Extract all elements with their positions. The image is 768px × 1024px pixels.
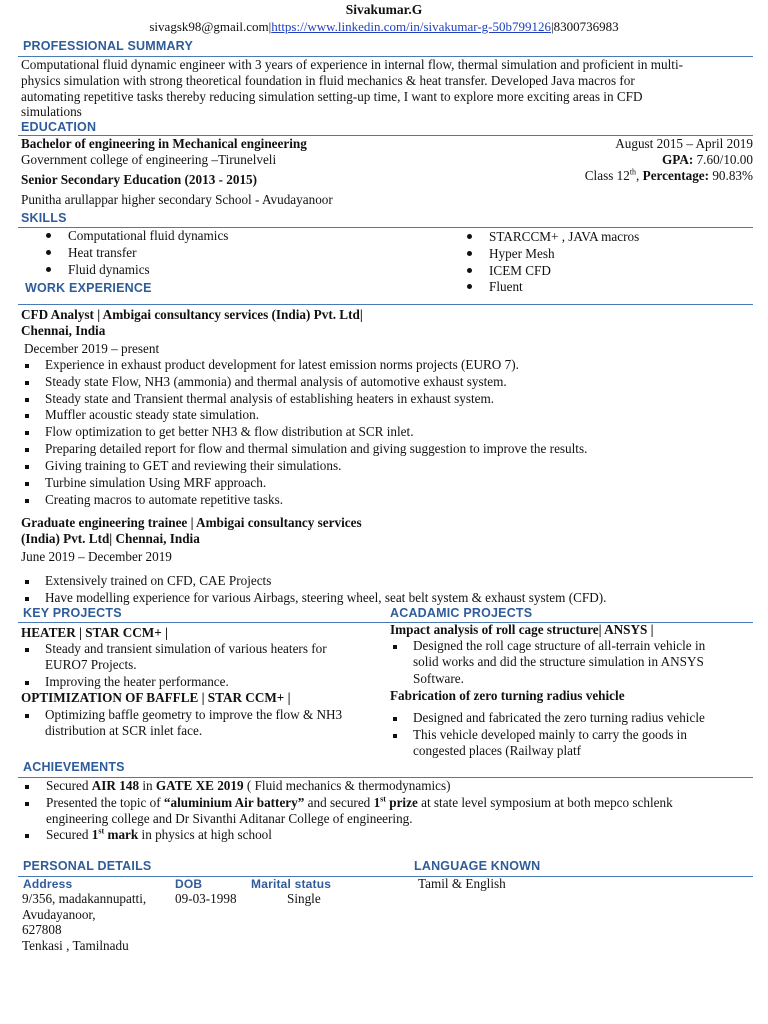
bullet-icon <box>25 414 29 418</box>
key-project-title: OPTIMIZATION OF BAFFLE | STAR CCM+ | <box>21 690 291 705</box>
degree-title: Bachelor of engineering in Mechanical engineering <box>21 136 307 151</box>
bullet-icon <box>25 580 29 584</box>
achievement-item-continued: engineering college and Dr Sivanthi Aditanar College of engineering. <box>46 811 413 826</box>
degree-dates: August 2015 – April 2019 <box>615 136 753 151</box>
bullet-icon <box>25 714 29 718</box>
academic-project-text: Software. <box>413 671 464 686</box>
bullet-icon <box>25 499 29 503</box>
job2-title-line2: (India) Pvt. Ltd| Chennai, India <box>21 531 200 546</box>
bullet-icon <box>25 802 29 806</box>
school-degree-title: Senior Secondary Education (2013 - 2015) <box>21 172 258 187</box>
bullet-icon <box>393 645 397 649</box>
bullet-icon <box>467 251 472 256</box>
personal-rule <box>18 876 753 877</box>
bullet-icon <box>25 398 29 402</box>
job1-title: CFD Analyst | Ambigai consultancy services (India) Pvt. Ltd| <box>21 307 363 322</box>
skill-item: Fluent <box>489 279 523 294</box>
achievement-item: Secured 1st mark in physics at high school <box>46 826 272 842</box>
phone-text: 8300736983 <box>553 19 619 34</box>
bullet-icon <box>467 284 472 289</box>
bullet-icon <box>25 597 29 601</box>
bullet-icon <box>46 233 51 238</box>
address-line: Tenkasi , Tamilnadu <box>22 938 129 953</box>
personal-heading: PERSONAL DETAILS <box>23 859 152 873</box>
percentage-line: Class 12th, Percentage: 90.83% <box>584 167 753 183</box>
academic-project-text: This vehicle developed mainly to carry the goods in <box>413 727 687 742</box>
academic-project-text: solid works and did the structure simulation in ANSYS <box>413 654 704 669</box>
address-line: 627808 <box>22 922 62 937</box>
achievements-heading: ACHIEVEMENTS <box>23 760 125 774</box>
address-label: Address <box>23 877 73 891</box>
academic-project-text: Designed the roll cage structure of all-terrain vehicle in <box>413 638 706 653</box>
job2-bullet: Extensively trained on CFD, CAE Projects <box>45 573 272 588</box>
skill-item: ICEM CFD <box>489 263 551 278</box>
candidate-name: Sivakumar.G <box>345 2 423 17</box>
job2-dates: June 2019 – December 2019 <box>21 549 172 564</box>
job1-bullet: Giving training to GET and reviewing their simulations. <box>45 458 342 473</box>
bullet-icon <box>25 834 29 838</box>
job1-bullet: Creating macros to automate repetitive tasks. <box>45 492 284 507</box>
email-text: sivagsk98@gmail.com <box>149 19 269 34</box>
job1-bullet: Preparing detailed report for flow and thermal simulation and giving suggestion to improve the results. <box>45 441 588 456</box>
key-project-text: Optimizing baffle geometry to improve the flow & NH3 <box>45 707 343 722</box>
address-line: Avudayanoor, <box>22 907 96 922</box>
job1-bullet: Experience in exhaust product development for latest emission norms projects (EURO 7). <box>45 357 519 372</box>
bullet-icon <box>25 482 29 486</box>
skill-item: STARCCM+ , JAVA macros <box>489 229 640 244</box>
bullet-icon <box>25 785 29 789</box>
job1-bullet: Steady state and Transient thermal analysis of establishing heaters in exhaust system. <box>45 391 495 406</box>
summary-line: Computational fluid dynamic engineer with 3 years of experience in internal flow, thermal simulation and proficient in multi- <box>21 57 683 72</box>
key-project-title: HEATER | STAR CCM+ | <box>21 625 168 640</box>
key-projects-heading: KEY PROJECTS <box>23 606 122 620</box>
job1-location: Chennai, India <box>21 323 106 338</box>
bullet-icon <box>393 734 397 738</box>
skills-heading: SKILLS <box>21 211 67 225</box>
college-name: Government college of engineering –Tirunelveli <box>21 152 277 167</box>
bullet-icon <box>467 268 472 273</box>
linkedin-link[interactable]: https://www.linkedin.com/in/sivakumar-g-50b799126 <box>271 19 552 34</box>
address-line: 9/356, madakannupatti, <box>22 891 147 906</box>
job1-bullet: Steady state Flow, NH3 (ammonia) and thermal analysis of automotive exhaust system. <box>45 374 507 389</box>
work-rule <box>18 304 753 305</box>
bullet-icon <box>46 250 51 255</box>
academic-projects-heading: ACADAMIC PROJECTS <box>390 606 533 620</box>
job1-bullet: Turbine simulation Using MRF approach. <box>45 475 267 490</box>
key-project-text: Steady and transient simulation of various heaters for <box>45 641 327 656</box>
school-name: Punitha arullappar higher secondary School - Avudayanoor <box>21 192 333 207</box>
bullet-icon <box>25 431 29 435</box>
job1-bullet: Muffler acoustic steady state simulation. <box>45 407 260 422</box>
bullet-icon <box>25 648 29 652</box>
bullet-icon <box>393 717 397 721</box>
skill-item: Computational fluid dynamics <box>68 228 229 243</box>
job2-title: Graduate engineering trainee | Ambigai consultancy services <box>21 515 362 530</box>
key-project-text: EURO7 Projects. <box>45 657 137 672</box>
bullet-icon <box>467 234 472 239</box>
contact-line: sivagsk98@gmail.com|https://www.linkedin.com/in/sivakumar-g-50b799126|8300736983 <box>149 19 619 34</box>
bullet-icon <box>25 681 29 685</box>
academic-project-text: congested places (Railway platf <box>413 743 582 758</box>
dob-value: 09-03-1998 <box>175 891 237 906</box>
academic-project-title: Fabrication of zero turning radius vehicle <box>390 688 625 703</box>
summary-heading: PROFESSIONAL SUMMARY <box>23 39 193 53</box>
bullet-icon <box>25 381 29 385</box>
key-project-text: Improving the heater performance. <box>45 674 229 689</box>
achievement-item: Secured AIR 148 in GATE XE 2019 ( Fluid mechanics & thermodynamics) <box>46 778 451 793</box>
achievement-item: Presented the topic of “aluminium Air battery” and secured 1st prize at state level symposium at both mepco schlenk <box>46 794 673 810</box>
summary-line: automating repetitive tasks thereby reducing simulation setting-up time, I want to explore more exciting areas in CFD <box>21 89 643 104</box>
bullet-icon <box>25 364 29 368</box>
education-heading: EDUCATION <box>21 120 97 134</box>
job1-dates: December 2019 – present <box>24 341 160 356</box>
summary-line: simulations <box>21 104 82 119</box>
summary-line: physics simulation with strong theoretical foundation in fluid mechanics & heat transfer. Developed Java macros for <box>21 73 635 88</box>
language-heading: LANGUAGE KNOWN <box>414 859 541 873</box>
bullet-icon <box>25 465 29 469</box>
academic-project-text: Designed and fabricated the zero turning radius vehicle <box>413 710 705 725</box>
language-value: Tamil & English <box>418 876 506 891</box>
skill-item: Fluid dynamics <box>68 262 150 277</box>
gpa-line: GPA: 7.60/10.00 <box>662 152 753 167</box>
work-heading: WORK EXPERIENCE <box>25 281 152 295</box>
job2-bullet: Have modelling experience for various Airbags, steering wheel, seat belt system & exhaust system (CFD). <box>45 590 607 605</box>
skill-item: Heat transfer <box>68 245 137 260</box>
bullet-icon <box>25 448 29 452</box>
skill-item: Hyper Mesh <box>489 246 555 261</box>
marital-label: Marital status <box>251 877 332 891</box>
academic-project-title: Impact analysis of roll cage structure| ANSYS | <box>390 622 654 637</box>
job1-bullet: Flow optimization to get better NH3 & flow distribution at SCR inlet. <box>45 424 414 439</box>
dob-label: DOB <box>175 877 203 891</box>
key-project-text: distribution at SCR inlet face. <box>45 723 203 738</box>
bullet-icon <box>46 267 51 272</box>
marital-value: Single <box>287 891 321 906</box>
